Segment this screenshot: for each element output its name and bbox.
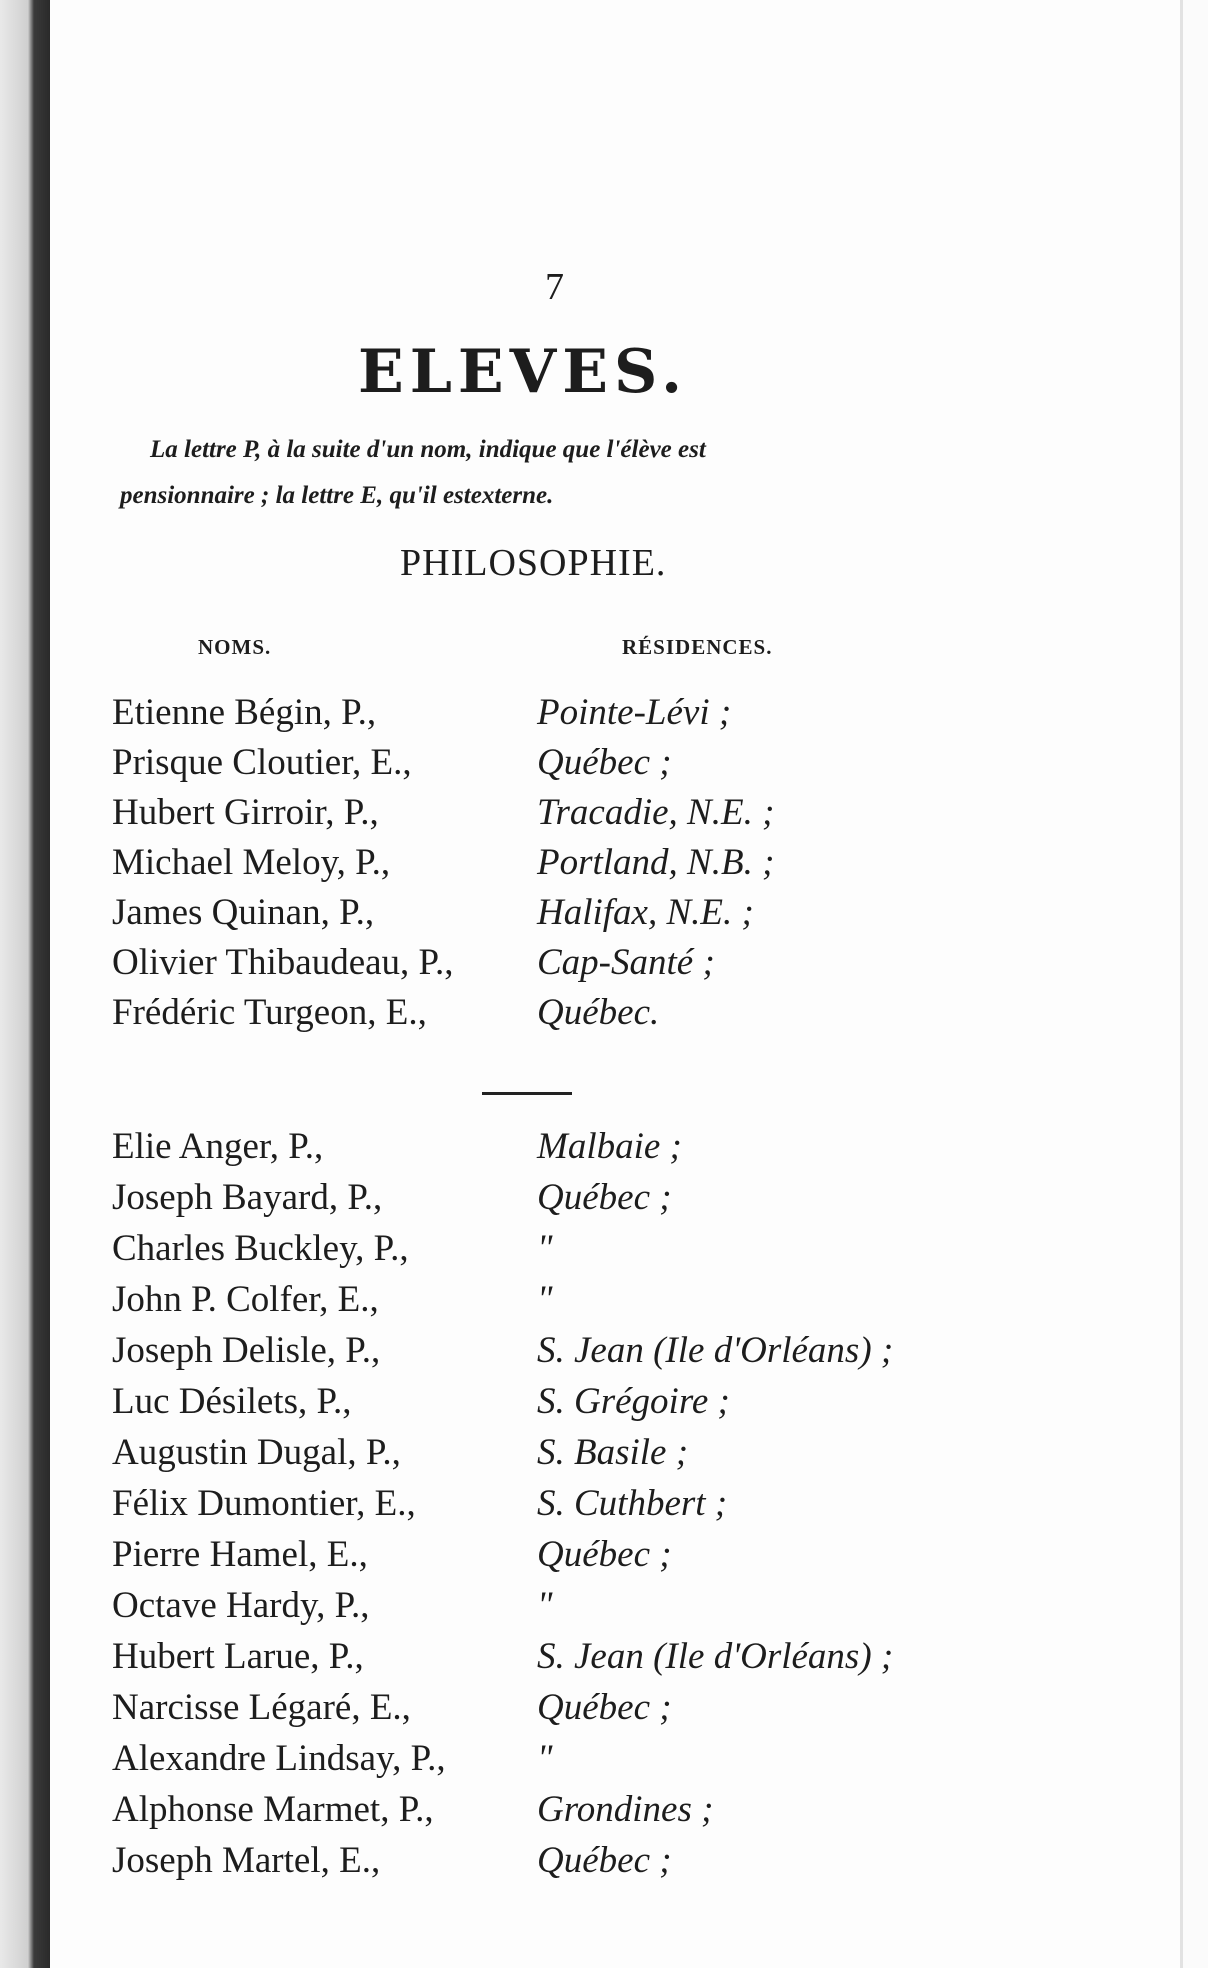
- student-residence: Tracadie, N.E. ;: [537, 792, 775, 833]
- student-name: Luc Désilets, P.,: [112, 1381, 352, 1422]
- column-header-names: NOMS.: [198, 635, 272, 659]
- student-row: [112, 891, 992, 941]
- student-residence: ": [537, 1585, 553, 1626]
- student-residence: S. Cuthbert ;: [537, 1483, 728, 1524]
- legend-note-line-2: pensionnaire ; la lettre E, qu'il estexterne.: [120, 482, 554, 509]
- student-row: [112, 1176, 992, 1226]
- student-name: Augustin Dugal, P.,: [112, 1432, 401, 1473]
- student-row: [112, 941, 992, 991]
- student-row: [112, 691, 992, 741]
- student-residence: S. Basile ;: [537, 1432, 689, 1473]
- student-row: [112, 1533, 992, 1583]
- student-name: Félix Dumontier, E.,: [112, 1483, 416, 1524]
- student-name: Hubert Larue, P.,: [112, 1636, 364, 1677]
- student-residence: Québec ;: [537, 742, 672, 783]
- student-name: Narcisse Légaré, E.,: [112, 1687, 411, 1728]
- student-name: Frédéric Turgeon, E.,: [112, 992, 427, 1033]
- student-row: [112, 1584, 992, 1634]
- student-row: [112, 1737, 992, 1787]
- student-name: Hubert Girroir, P.,: [112, 792, 379, 833]
- student-residence: Halifax, N.E. ;: [537, 892, 754, 933]
- student-residence: Québec ;: [537, 1687, 672, 1728]
- section-title: PHILOSOPHIE.: [400, 542, 667, 584]
- student-residence: S. Jean (Ile d'Orléans) ;: [537, 1330, 894, 1371]
- student-residence: Québec ;: [537, 1177, 672, 1218]
- student-row: [112, 841, 992, 891]
- student-name: John P. Colfer, E.,: [112, 1279, 379, 1320]
- student-residence: ": [537, 1228, 553, 1269]
- student-name: Octave Hardy, P.,: [112, 1585, 370, 1626]
- book-spine: [0, 0, 50, 1968]
- student-row: [112, 1431, 992, 1481]
- student-row: [112, 1227, 992, 1277]
- student-row: [112, 1635, 992, 1685]
- student-residence: ": [537, 1279, 553, 1320]
- student-residence: Grondines ;: [537, 1789, 714, 1830]
- student-name: Etienne Bégin, P.,: [112, 692, 377, 733]
- student-name: Joseph Martel, E.,: [112, 1840, 381, 1881]
- student-row: [112, 741, 992, 791]
- student-row: [112, 791, 992, 841]
- column-header-residences: RÉSIDENCES.: [622, 635, 773, 659]
- legend-note-line-1: La lettre P, à la suite d'un nom, indique que l'élève est: [150, 436, 706, 463]
- separator-rule: [482, 1092, 572, 1095]
- student-residence: Malbaie ;: [537, 1126, 682, 1167]
- student-name: Elie Anger, P.,: [112, 1126, 324, 1167]
- student-name: James Quinan, P.,: [112, 892, 375, 933]
- student-residence: S. Grégoire ;: [537, 1381, 730, 1422]
- student-name: Olivier Thibaudeau, P.,: [112, 942, 454, 983]
- student-residence: Cap-Santé ;: [537, 942, 715, 983]
- student-residence: ": [537, 1738, 553, 1779]
- student-row: [112, 1125, 992, 1175]
- student-row: [112, 1329, 992, 1379]
- student-residence: Pointe-Lévi ;: [537, 692, 732, 733]
- student-row: [112, 991, 992, 1041]
- student-name: Joseph Bayard, P.,: [112, 1177, 383, 1218]
- student-row: [112, 1839, 992, 1889]
- student-row: [112, 1278, 992, 1328]
- student-name: Alexandre Lindsay, P.,: [112, 1738, 446, 1779]
- student-residence: Québec ;: [537, 1534, 672, 1575]
- student-row: [112, 1482, 992, 1532]
- student-name: Charles Buckley, P.,: [112, 1228, 409, 1269]
- student-name: Pierre Hamel, E.,: [112, 1534, 368, 1575]
- page-number: 7: [545, 266, 564, 308]
- student-residence: Québec ;: [537, 1840, 672, 1881]
- student-name: Joseph Delisle, P.,: [112, 1330, 381, 1371]
- student-row: [112, 1380, 992, 1430]
- page-title: ELEVES.: [358, 337, 689, 407]
- student-row: [112, 1686, 992, 1736]
- legend-note: [120, 427, 990, 519]
- student-name: Michael Meloy, P.,: [112, 842, 391, 883]
- student-residence: Québec.: [537, 992, 660, 1033]
- student-residence: S. Jean (Ile d'Orléans) ;: [537, 1636, 894, 1677]
- student-row: [112, 1788, 992, 1838]
- student-residence: Portland, N.B. ;: [537, 842, 775, 883]
- student-name: Alphonse Marmet, P.,: [112, 1789, 434, 1830]
- student-name: Prisque Cloutier, E.,: [112, 742, 412, 783]
